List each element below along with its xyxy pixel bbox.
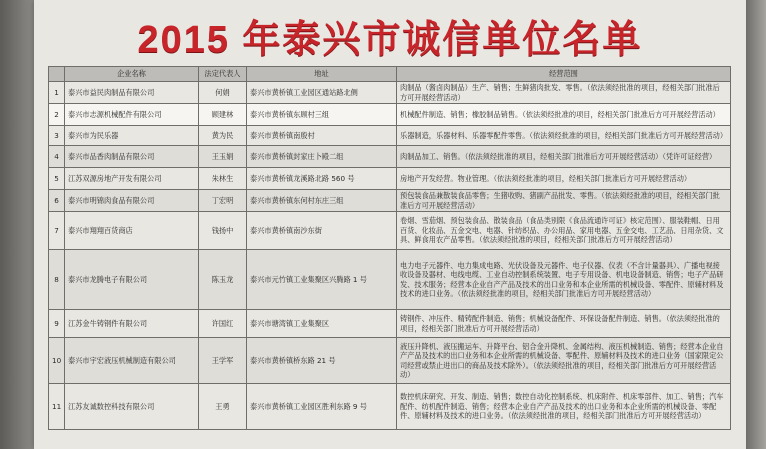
company-name: 泰兴市为民乐器 [65,126,199,146]
legal-representative: 王勇 [199,384,247,430]
credit-units-table [48,66,731,430]
table-row [49,190,731,212]
company-address: 泰兴市黄桥镇东何村东庄三组 [247,190,397,212]
business-scope: 预包装食品兼散装食品零售；生猪收购、猪副产品批发、零售。（依法须经批准的项目，经相关部门批准后方可开展经营活动） [397,190,731,212]
table-row [49,126,731,146]
company-name: 泰兴市明锦肉食品有限公司 [65,190,199,212]
table-header-row [49,67,731,82]
business-scope: 肉制品加工、销售。（依法须经批准的项目，经相关部门批准后方可开展经营活动）（凭许可证经营） [397,146,731,168]
company-address: 泰兴市元竹镇工业集聚区兴腾路 1 号 [247,250,397,310]
table-row [49,338,731,384]
row-number: 11 [49,384,65,430]
company-name: 泰兴市益民肉制品有限公司 [65,82,199,104]
table-row [49,250,731,310]
row-number: 1 [49,82,65,104]
business-scope: 房地产开发经营。物业管理。（依法须经批准的项目，经相关部门批准后方可开展经营活动） [397,168,731,190]
company-address: 泰兴市黄桥镇工业园区胜利东路 9 号 [247,384,397,430]
header-company-name: 企业名称 [65,67,199,82]
legal-representative: 顾建林 [199,104,247,126]
business-scope: 液压升降机、液压搬运车、升降平台、铝合金升降机、金属结构、液压机械制造、销售；经营本企业自产产品及技术的出口业务和本企业所需的机械设备、零配件、原辅材料及技术的进口业务（国家限定公司经营或禁止进出口的商品及技术除外）。（依法须经批准的项目，经相关部门批准后方可开展经营活动） [397,338,731,384]
legal-representative: 黄为民 [199,126,247,146]
company-address: 泰兴市塘湾镇工业集聚区 [247,310,397,338]
business-scope: 铸钢件、冲压件、精铸配件制造、销售；机械设备配件、环保设备配件制造、销售。（依法须经批准的项目，经相关部门批准后方可开展经营活动） [397,310,731,338]
legal-representative: 何娟 [199,82,247,104]
row-number: 9 [49,310,65,338]
business-scope: 卷烟、雪茄烟、预包装食品、散装食品（食品类别限《食品流通许可证》核定范围）、服装鞋帽、日用百货、化妆品、五金交电、电器、针纺织品、办公用品、家用电器、五金交电、工艺品、日用杂货、文具、鲜食用农产品零售。（依法须经批准的项目，经相关部门批准后方可开展经营活动） [397,212,731,250]
newspaper-page [34,0,746,449]
table-row [49,104,731,126]
company-name: 江苏双源房地产开发有限公司 [65,168,199,190]
row-number: 5 [49,168,65,190]
legal-representative: 王学军 [199,338,247,384]
header-address: 地址 [247,67,397,82]
table-row [49,146,731,168]
header-no [49,67,65,82]
row-number: 4 [49,146,65,168]
row-number: 3 [49,126,65,146]
business-scope: 乐器制造，乐器材料、乐器零配件零售。（依法须经批准的项目，经相关部门批准后方可开展经营活动） [397,126,731,146]
company-name: 泰兴市宇宏液压机械制造有限公司 [65,338,199,384]
company-address: 泰兴市黄桥镇封家庄卜殿二组 [247,146,397,168]
business-scope: 机械配件制造、销售；橡胶制品销售。（依法须经批准的项目，经相关部门批准后方可开展经营活动） [397,104,731,126]
company-address: 泰兴市黄桥镇工业园区通站路北侧 [247,82,397,104]
legal-representative: 陈玉龙 [199,250,247,310]
business-scope: 数控机床研究、开发、制造、销售；数控自动化控制系统、机床附件、机床零部件、加工、销售；汽车配件、纺机配件制造、销售；经营本企业自产产品及技术的出口业务和本企业所需的机械设备、零配件、原辅材料及技术的进口业务。（依法须经批准的项目，经相关部门批准后方可开展经营活动） [397,384,731,430]
table-row [49,384,731,430]
company-address: 泰兴市黄桥镇东顾村三组 [247,104,397,126]
table-row [49,168,731,190]
page-title: 2015 年泰兴市诚信单位名单 [137,19,643,61]
header-legal-rep: 法定代表人 [199,67,247,82]
table-row [49,82,731,104]
company-address: 泰兴市黄桥镇桥东路 21 号 [247,338,397,384]
company-address: 泰兴市黄桥镇南殷村 [247,126,397,146]
company-name: 泰兴市品香肉制品有限公司 [65,146,199,168]
company-name: 江苏友诚数控科技有限公司 [65,384,199,430]
row-number: 6 [49,190,65,212]
company-name: 泰兴市龙腾电子有限公司 [65,250,199,310]
row-number: 8 [49,250,65,310]
company-name: 泰兴市翔翔百货商店 [65,212,199,250]
page-left-margin [0,0,34,449]
legal-representative: 朱林生 [199,168,247,190]
row-number: 7 [49,212,65,250]
business-scope: 肉制品（酱卤肉制品）生产、销售；生鲜猪肉批发、零售。（依法须经批准的项目，经相关部门批准后方可开展经营活动） [397,82,731,104]
company-address: 泰兴市黄桥镇南沙东街 [247,212,397,250]
page-right-margin [746,0,766,449]
company-name: 江苏金牛铸钢件有限公司 [65,310,199,338]
legal-representative: 钱扬中 [199,212,247,250]
company-name: 泰兴市志源机械配件有限公司 [65,104,199,126]
business-scope: 电力电子元器件、电力集成电路、光伏设备及元器件、电子仪器、仪表（不含计量器具）、广播电视接收设备及器材、电线电缆、工业自动控制系统装置、电子专用设备、机电设备制造、销售；电子产品研发、技术服务；经营本企业自产产品及技术的出口业务和本企业所需的机械设备、零配件、原辅材料及技术的进口业务。（依法须经批准的项目，经相关部门批准后方可开展经营活动） [397,250,731,310]
company-address: 泰兴市黄桥镇龙溪路北路 560 号 [247,168,397,190]
header-business-scope: 经营范围 [397,67,731,82]
legal-representative: 王玉娟 [199,146,247,168]
row-number: 2 [49,104,65,126]
table-row [49,310,731,338]
legal-representative: 许国红 [199,310,247,338]
row-number: 10 [49,338,65,384]
table-row [49,212,731,250]
legal-representative: 丁宏明 [199,190,247,212]
